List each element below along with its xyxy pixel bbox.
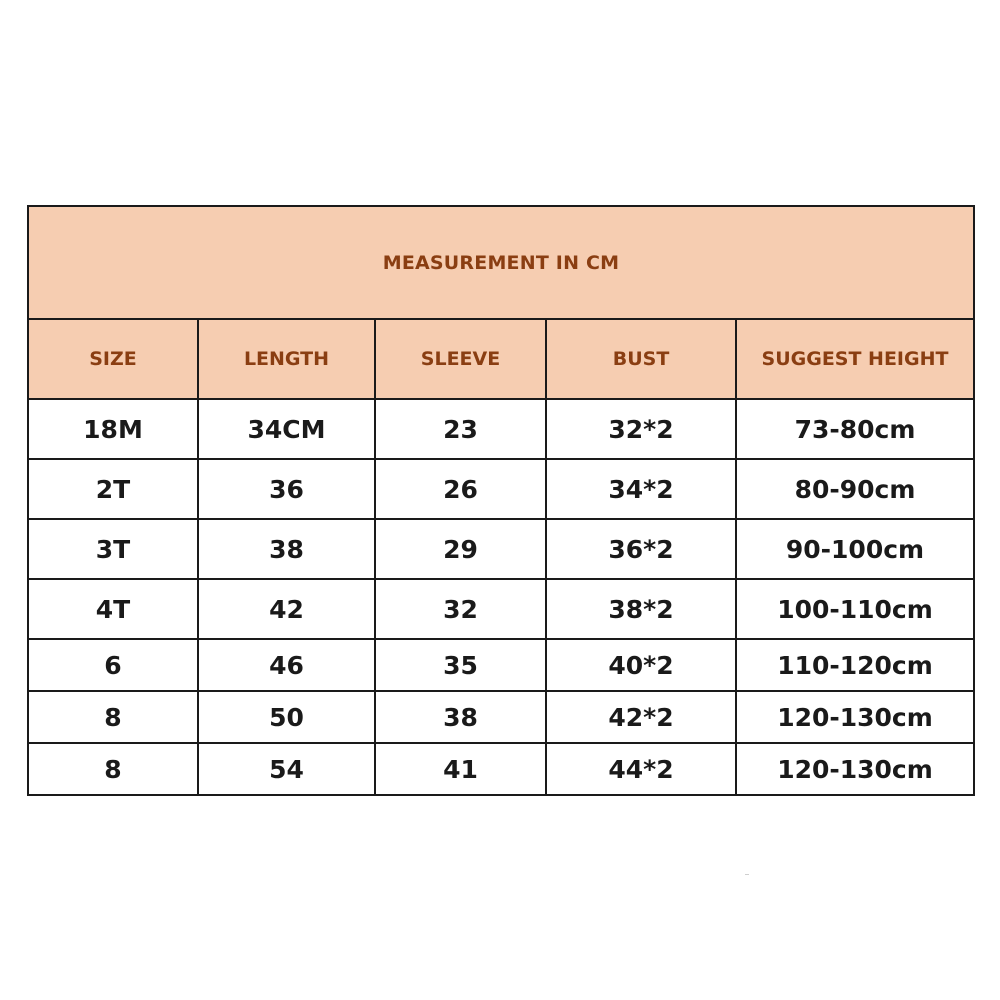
- cell-bust: 40*2: [546, 639, 736, 691]
- header-row: [28, 319, 974, 399]
- header-suggest-height: SUGGEST HEIGHT: [736, 319, 974, 399]
- cell-sleeve: 32: [375, 579, 546, 639]
- cell-size: 6: [28, 639, 198, 691]
- cell-length: 36: [198, 459, 375, 519]
- cell-bust: 44*2: [546, 743, 736, 795]
- cell-suggest-height: 90-100cm: [736, 519, 974, 579]
- cell-sleeve: 35: [375, 639, 546, 691]
- cell-length: 42: [198, 579, 375, 639]
- cell-suggest-height: 100-110cm: [736, 579, 974, 639]
- cell-bust: 42*2: [546, 691, 736, 743]
- table-row: [28, 639, 974, 691]
- cell-length: 38: [198, 519, 375, 579]
- table-row: [28, 743, 974, 795]
- cell-bust: 34*2: [546, 459, 736, 519]
- cell-sleeve: 38: [375, 691, 546, 743]
- header-sleeve: SLEEVE: [375, 319, 546, 399]
- cell-length: 34CM: [198, 399, 375, 459]
- header-size: SIZE: [28, 319, 198, 399]
- cell-sleeve: 23: [375, 399, 546, 459]
- table-row: [28, 691, 974, 743]
- table-row: [28, 459, 974, 519]
- cell-suggest-height: 120-130cm: [736, 743, 974, 795]
- cell-size: 18M: [28, 399, 198, 459]
- size-chart-table: [27, 205, 975, 796]
- cell-suggest-height: 110-120cm: [736, 639, 974, 691]
- cell-size: 8: [28, 691, 198, 743]
- title-row: [28, 206, 974, 319]
- cell-sleeve: 29: [375, 519, 546, 579]
- cell-size: 4T: [28, 579, 198, 639]
- cell-size: 3T: [28, 519, 198, 579]
- header-bust: BUST: [546, 319, 736, 399]
- cell-bust: 38*2: [546, 579, 736, 639]
- cell-suggest-height: 80-90cm: [736, 459, 974, 519]
- cell-bust: 32*2: [546, 399, 736, 459]
- cell-suggest-height: 120-130cm: [736, 691, 974, 743]
- cell-suggest-height: 73-80cm: [736, 399, 974, 459]
- cell-sleeve: 26: [375, 459, 546, 519]
- cell-length: 50: [198, 691, 375, 743]
- cell-length: 54: [198, 743, 375, 795]
- table-row: [28, 399, 974, 459]
- cell-length: 46: [198, 639, 375, 691]
- cell-sleeve: 41: [375, 743, 546, 795]
- table-row: [28, 519, 974, 579]
- table-title: MEASUREMENT IN CM: [28, 206, 974, 319]
- cell-size: 2T: [28, 459, 198, 519]
- table-row: [28, 579, 974, 639]
- stray-mark: [745, 874, 749, 875]
- header-length: LENGTH: [198, 319, 375, 399]
- cell-size: 8: [28, 743, 198, 795]
- cell-bust: 36*2: [546, 519, 736, 579]
